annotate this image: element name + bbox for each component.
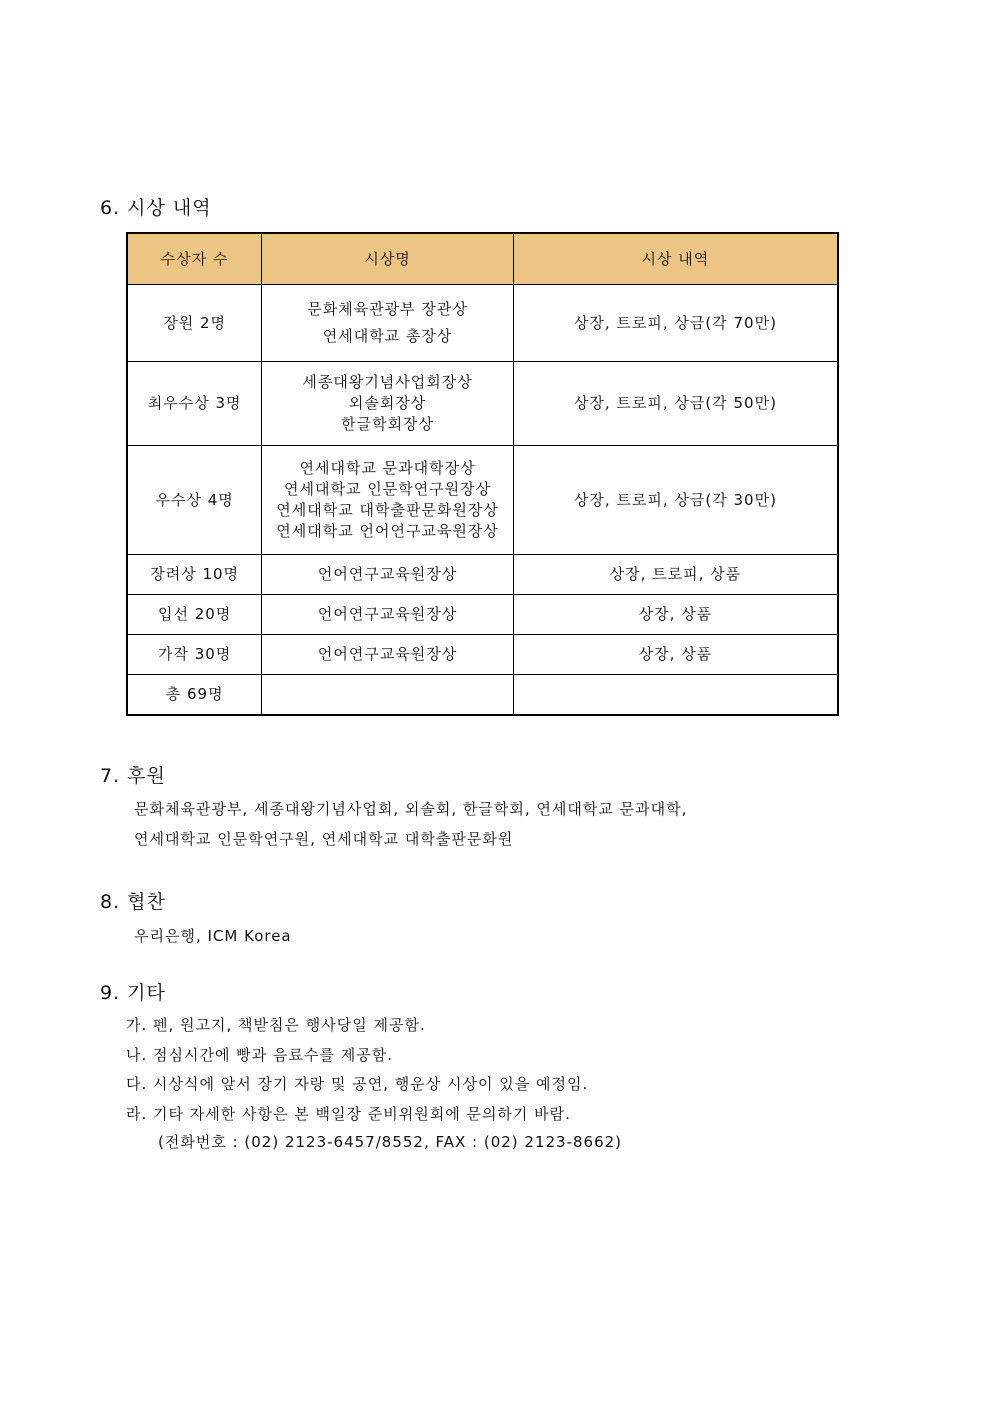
award-detail: 상장, 상품 — [513, 595, 838, 635]
award-names — [262, 362, 514, 446]
award-name: 언어연구교육원장상 — [262, 635, 514, 675]
section-6-title: 6. 시상 내역 — [100, 197, 212, 219]
table-row — [127, 446, 838, 555]
award-count: 장려상 10명 — [127, 555, 262, 595]
award-name: 언어연구교육원장상 — [262, 595, 514, 635]
table-row — [127, 362, 838, 446]
award-count: 장원 2명 — [127, 285, 262, 362]
award-detail: 상장, 트로피, 상금(각 50만) — [513, 362, 838, 446]
table-row — [127, 595, 838, 635]
misc-item: 라. 기타 자세한 사항은 본 백일장 준비위원회에 문의하기 바람. — [126, 1105, 571, 1123]
table-header-row — [127, 233, 838, 285]
award-name: 연세대학교 문과대학장상 — [299, 459, 476, 477]
award-name: 연세대학교 총장상 — [322, 327, 453, 345]
award-name: 세종대왕기념사업회장상 — [302, 373, 473, 391]
cosponsor-text: 우리은행, ICM Korea — [134, 927, 292, 945]
award-name: 언어연구교육원장상 — [262, 555, 514, 595]
header-award-name: 시상명 — [262, 233, 514, 285]
table-row — [127, 555, 838, 595]
section-9-title: 9. 기타 — [100, 982, 166, 1004]
award-detail: 상장, 트로피, 상금(각 30만) — [513, 446, 838, 555]
header-count: 수상자 수 — [127, 233, 262, 285]
award-total-count: 총 69명 — [127, 675, 262, 716]
sponsor-line: 연세대학교 인문학연구원, 연세대학교 대학출판문화원 — [134, 830, 514, 848]
award-name-empty — [262, 675, 514, 716]
award-name: 연세대학교 대학출판문화원장상 — [276, 501, 499, 519]
award-name: 연세대학교 인문학연구원장상 — [284, 480, 492, 498]
award-name: 문화체육관광부 장관상 — [307, 300, 468, 318]
award-count: 가작 30명 — [127, 635, 262, 675]
award-count: 우수상 4명 — [127, 446, 262, 555]
section-7-title: 7. 후원 — [100, 765, 166, 787]
award-detail: 상장, 트로피, 상품 — [513, 555, 838, 595]
header-award-detail: 시상 내역 — [513, 233, 838, 285]
awards-table — [126, 232, 839, 716]
contact-info: (전화번호 : (02) 2123-6457/8552, FAX : (02) 2123-8662) — [158, 1133, 623, 1151]
award-detail: 상장, 상품 — [513, 635, 838, 675]
award-count: 입선 20명 — [127, 595, 262, 635]
misc-item: 다. 시상식에 앞서 장기 자랑 및 공연, 행운상 시상이 있을 예정임. — [126, 1075, 589, 1093]
misc-item: 가. 펜, 원고지, 책받침은 행사당일 제공함. — [126, 1016, 426, 1034]
table-row-total — [127, 675, 838, 716]
section-8-title: 8. 협찬 — [100, 891, 166, 913]
table-row — [127, 285, 838, 362]
award-name: 연세대학교 언어연구교육원장상 — [276, 522, 499, 540]
award-count: 최우수상 3명 — [127, 362, 262, 446]
award-name: 한글학회장상 — [341, 415, 435, 433]
award-name: 외솔회장상 — [348, 394, 427, 412]
award-detail-empty — [513, 675, 838, 716]
award-names — [262, 446, 514, 555]
misc-item: 나. 점심시간에 빵과 음료수를 제공함. — [126, 1046, 393, 1064]
award-detail: 상장, 트로피, 상금(각 70만) — [513, 285, 838, 362]
award-names — [262, 285, 514, 362]
table-row — [127, 635, 838, 675]
sponsor-line: 문화체육관광부, 세종대왕기념사업회, 외솔회, 한글학회, 연세대학교 문과대학, — [134, 800, 688, 818]
